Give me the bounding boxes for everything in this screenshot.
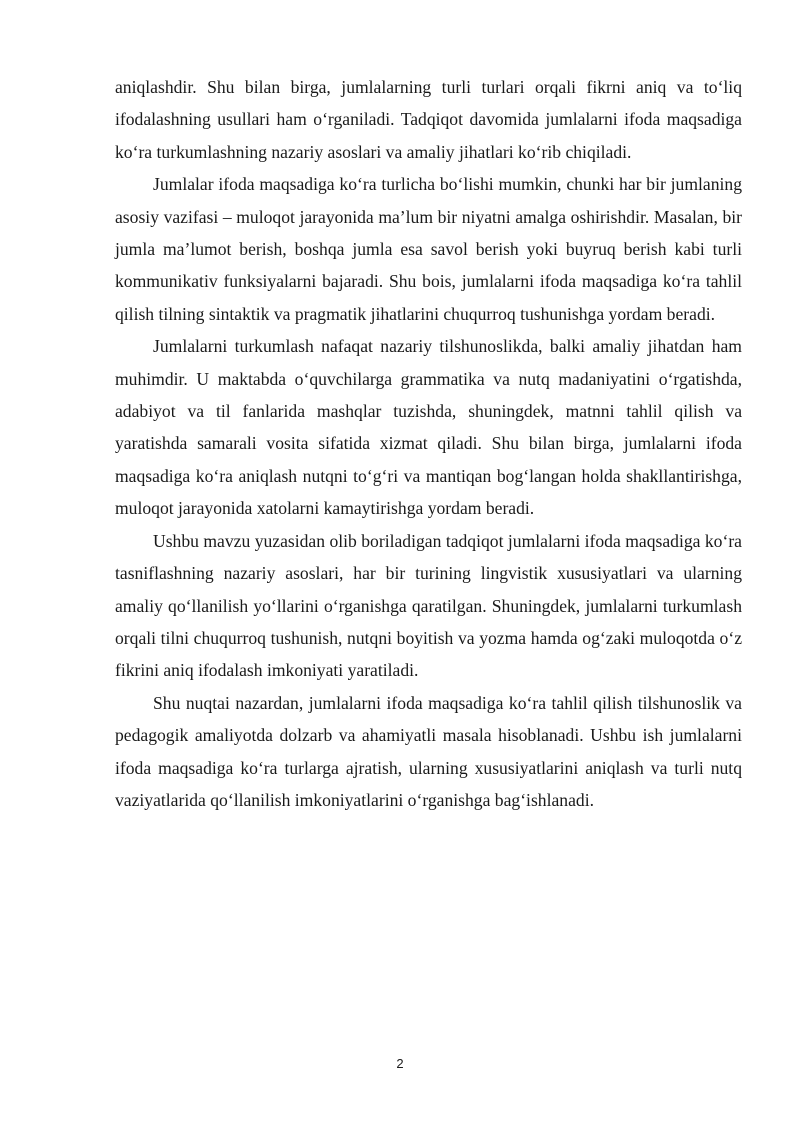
paragraph: Jumlalar ifoda maqsadiga ko‘ra turlicha bo‘lishi mumkin, chunki har bir jumlaning asosiy vazifasi – muloqot jarayonida ma’lum bir niyatni amalga oshirishdir. Masalan, bir jumla ma’lumot berish, boshqa jumla esa savol berish yoki buyruq berish kabi turli kommunikativ funksiyalarni bajaradi. Shu bois, jumlalarni ifoda maqsadiga ko‘ra tahlil qilish tilning sintaktik va pragmatik jihatlarini chuqurroq tushunishga yordam beradi. [115, 174, 742, 324]
paragraph-continued: aniqlashdir. Shu bilan birga, jumlalarning turli turlari orqali fikrni aniq va to‘liq ifodalashning usullari ham o‘rganiladi. Tadqiqot davomida jumlalarni ifoda maqsadiga ko‘ra turkumlashning nazariy asoslari va amaliy jihatlari ko‘rib chiqiladi. [115, 77, 742, 162]
paragraph: Jumlalarni turkumlash nafaqat nazariy tilshunoslikda, balki amaliy jihatdan ham muhimdir. U maktabda o‘quvchilarga grammatika va nutq madaniyatini o‘rgatishda, adabiyot va til fanlarida mashqlar tuzishda, shuningdek, matnni tahlil qilish va yaratishda samarali vosita sifatida xizmat qiladi. Shu bilan birga, jumlalarni ifoda maqsadiga ko‘ra aniqlash nutqni to‘g‘ri va mantiqan bog‘langan holda shakllantirishga, muloqot jarayonida xatolarni kamaytirishga yordam beradi. [115, 336, 742, 519]
body-text [115, 71, 742, 816]
paragraph: Shu nuqtai nazardan, jumlalarni ifoda maqsadiga ko‘ra tahlil qilish tilshunoslik va pedagogik amaliyotda dolzarb va ahamiyatli masala hisoblanadi. Ushbu ish jumlalarni ifoda maqsadiga ko‘ra turlarga ajratish, ularning xususiyatlarini aniqlash va turli nutq vaziyatlarida qo‘llanilish imkoniyatlarini o‘rganishga bag‘ishlanadi. [115, 692, 742, 810]
page-number: 2 [396, 1056, 404, 1071]
paragraph: Ushbu mavzu yuzasidan olib boriladigan tadqiqot jumlalarni ifoda maqsadiga ko‘ra tasniflashning nazariy asoslari, har bir turining lingvistik xususiyatlari va ularning amaliy qo‘llanilish yo‘llarini o‘rganishga qaratilgan. Shuningdek, jumlalarni turkumlash orqali tilni chuqurroq tushunish, nutqni boyitish va yozma hamda og‘zaki muloqotda o‘z fikrini aniq ifodalash imkoniyati yaratiladi. [115, 530, 742, 681]
